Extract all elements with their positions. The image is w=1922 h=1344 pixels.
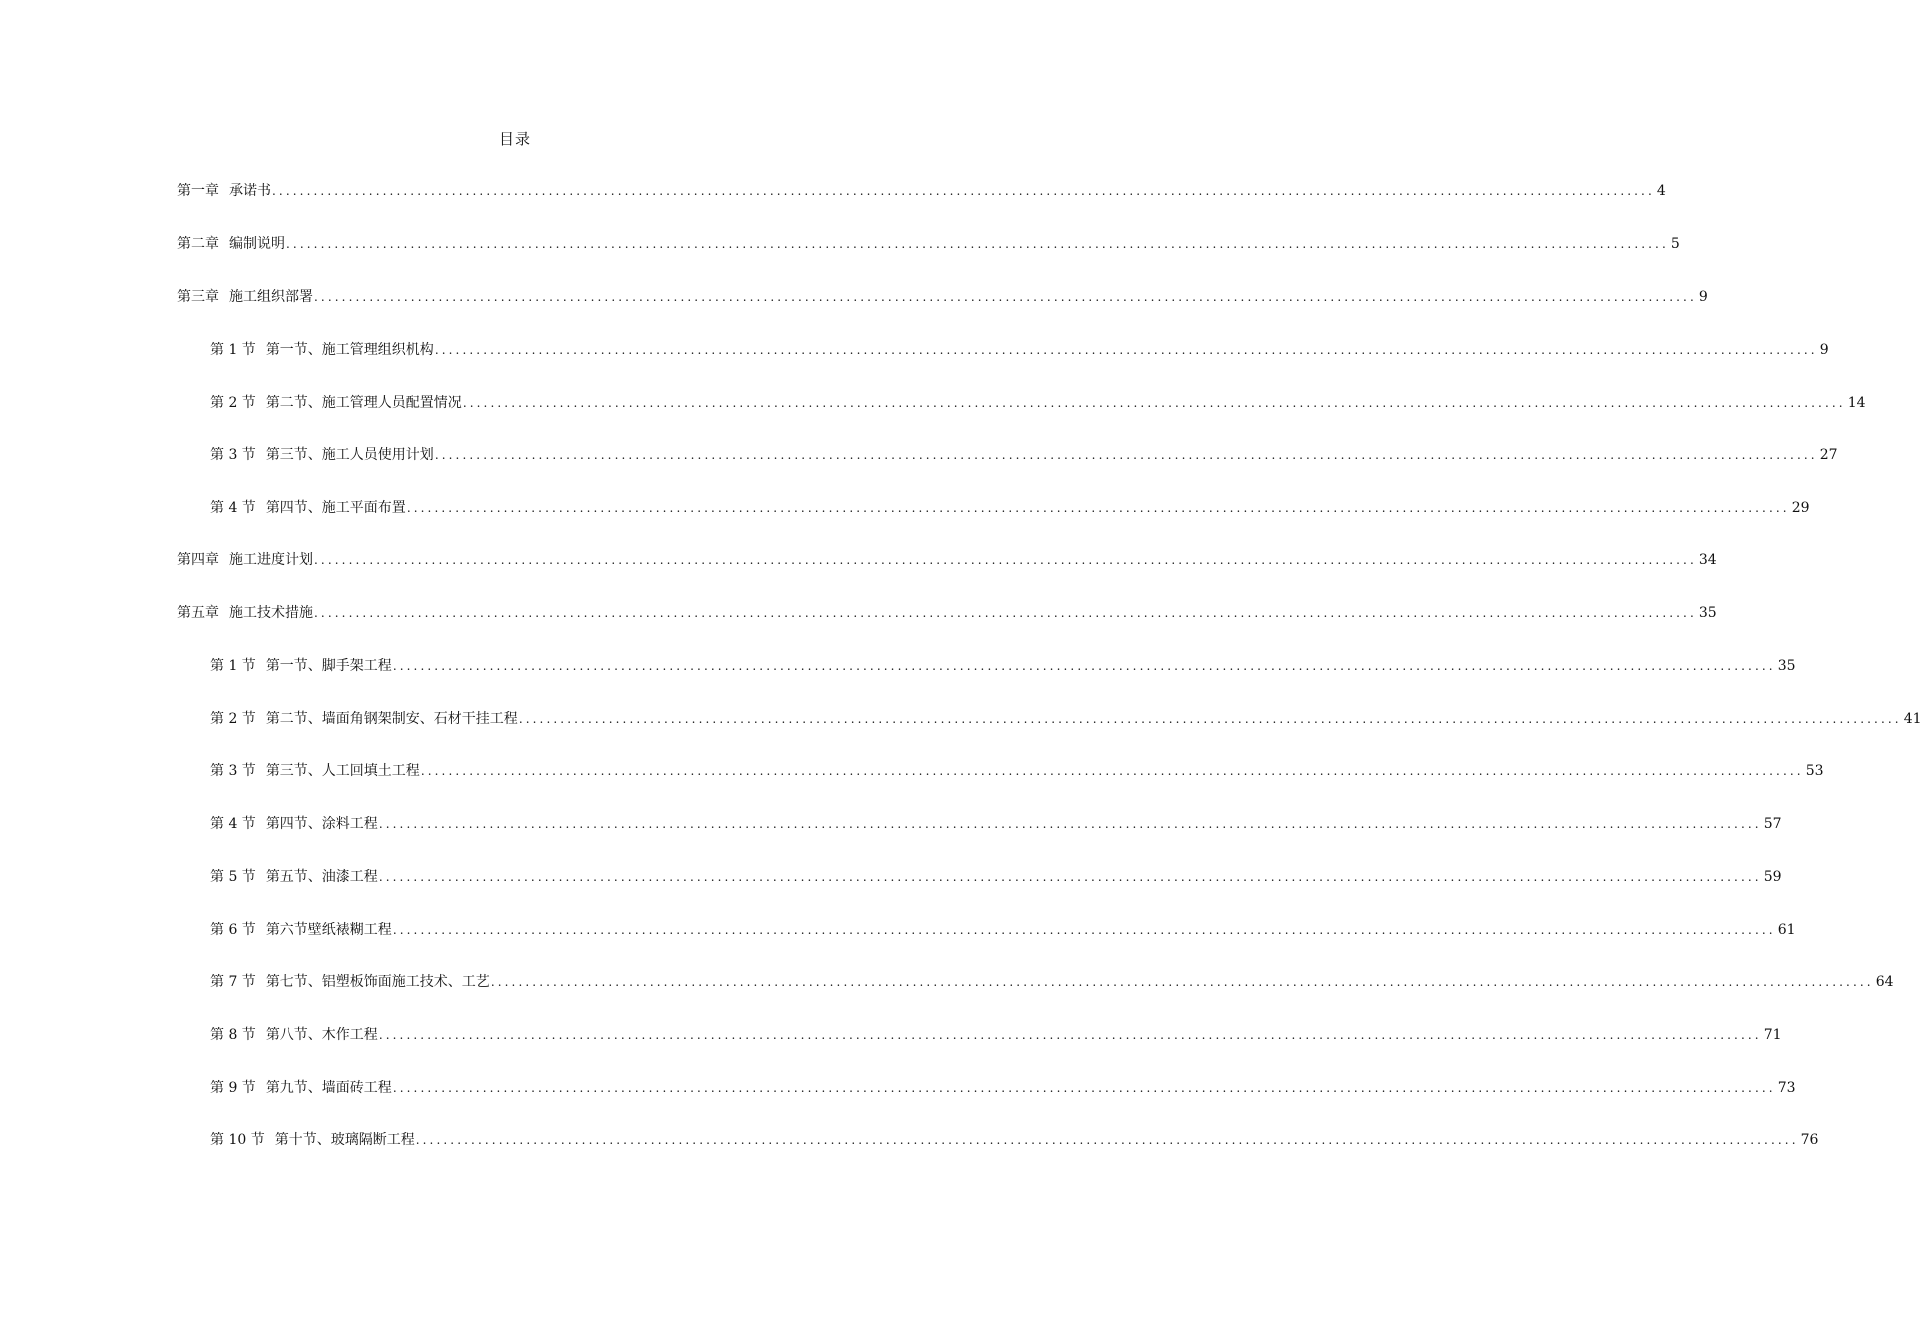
toc-entry-page: 14 (1847, 395, 1866, 411)
toc-entry-page: 9 (1698, 289, 1708, 305)
toc-entry[interactable] (0, 655, 1796, 677)
toc-entry-title: 第三节、人工回填土工程 (265, 763, 420, 779)
toc-entry[interactable] (0, 286, 1708, 308)
toc-entry[interactable] (0, 1024, 1782, 1046)
toc-entry-number: 第 4 节 (210, 500, 256, 516)
toc-entry[interactable] (0, 392, 1866, 414)
toc-entry-number: 第 3 节 (210, 447, 256, 463)
dot-leader: ........................................................................................................................................................................................................ (378, 817, 1762, 831)
toc-entry-title: 第十节、玻璃隔断工程 (274, 1132, 415, 1148)
toc-entry-title: 第二节、施工管理人员配置情况 (265, 395, 462, 411)
toc-entry-title: 施工进度计划 (229, 552, 313, 568)
toc-entry[interactable] (0, 971, 1894, 993)
dot-leader: ........................................................................................................................................................................................................ (518, 712, 1902, 726)
toc-entry[interactable] (0, 497, 1810, 519)
toc-entry-page: 35 (1777, 658, 1796, 674)
toc-entry-number: 第一章 (177, 183, 219, 199)
dot-leader: ........................................................................................................................................................................................................ (286, 237, 1669, 251)
toc-entry-title: 第一节、施工管理组织机构 (265, 342, 434, 358)
toc-entry-number: 第 2 节 (210, 711, 256, 727)
toc-entry[interactable] (0, 180, 1666, 202)
toc-entry-title: 第四节、施工平面布置 (265, 500, 406, 516)
toc-entry-title: 第三节、施工人员使用计划 (265, 447, 434, 463)
toc-entry-page: 29 (1791, 500, 1810, 516)
dot-leader: ........................................................................................................................................................................................................ (378, 1028, 1762, 1042)
toc-entry[interactable] (0, 813, 1782, 835)
toc-entry-title: 第四节、涂料工程 (265, 816, 378, 832)
toc-entry-title: 第一节、脚手架工程 (265, 658, 392, 674)
toc-entry[interactable] (0, 708, 1922, 730)
toc-entry[interactable] (0, 339, 1829, 361)
toc-entry-number: 第 8 节 (210, 1027, 256, 1043)
toc-entry-number: 第 9 节 (210, 1080, 256, 1096)
dot-leader: ........................................................................................................................................................................................................ (406, 501, 1790, 515)
toc-entry[interactable] (0, 919, 1796, 941)
dot-leader: ........................................................................................................................................................................................................ (272, 184, 1655, 198)
toc-entry-page: 53 (1805, 763, 1824, 779)
dot-leader: ........................................................................................................................................................................................................ (314, 290, 1697, 304)
toc-entry-number: 第 2 节 (210, 395, 256, 411)
toc-entry-page: 9 (1819, 342, 1829, 358)
dot-leader: ........................................................................................................................................................................................................ (392, 659, 1776, 673)
toc-entry-title: 第九节、墙面砖工程 (265, 1080, 392, 1096)
toc-entry-number: 第四章 (177, 552, 219, 568)
dot-leader: ........................................................................................................................................................................................................ (314, 606, 1697, 620)
dot-leader: ........................................................................................................................................................................................................ (462, 396, 1846, 410)
toc-entry-page: 73 (1777, 1080, 1796, 1096)
toc-entry-title: 第八节、木作工程 (265, 1027, 378, 1043)
toc-entry-page: 64 (1875, 974, 1894, 990)
dot-leader: ........................................................................................................................................................................................................ (434, 343, 1818, 357)
toc-entry[interactable] (0, 760, 1824, 782)
toc-entry-number: 第二章 (177, 236, 219, 252)
toc-entry-number: 第 1 节 (210, 342, 256, 358)
dot-leader: ........................................................................................................................................................................................................ (490, 975, 1874, 989)
toc-entry[interactable] (0, 602, 1717, 624)
toc-entry-number: 第 4 节 (210, 816, 256, 832)
toc-entry-title: 第二节、墙面角钢架制安、石材干挂工程 (265, 711, 518, 727)
toc-entry-number: 第三章 (177, 289, 219, 305)
toc-entry-title: 第六节壁纸裱糊工程 (265, 922, 392, 938)
toc-entry-page: 5 (1670, 236, 1680, 252)
toc-entry[interactable] (0, 1077, 1796, 1099)
dot-leader: ........................................................................................................................................................................................................ (434, 448, 1818, 462)
toc-entry-title: 施工组织部署 (229, 289, 313, 305)
toc-entry-title: 承诺书 (229, 183, 271, 199)
toc-entry[interactable] (0, 549, 1717, 571)
toc-entry-number: 第 7 节 (210, 974, 256, 990)
dot-leader: ........................................................................................................................................................................................................ (415, 1133, 1799, 1147)
toc-entry-number: 第 6 节 (210, 922, 256, 938)
toc-entry-page: 76 (1800, 1132, 1819, 1148)
toc-entry-page: 27 (1819, 447, 1838, 463)
toc-entry-page: 35 (1698, 605, 1717, 621)
toc-entry-page: 4 (1656, 183, 1666, 199)
toc-entry[interactable] (0, 233, 1680, 255)
toc-entry-number: 第 3 节 (210, 763, 256, 779)
dot-leader: ........................................................................................................................................................................................................ (420, 764, 1804, 778)
toc-entry-number: 第 5 节 (210, 869, 256, 885)
toc-entry[interactable] (0, 866, 1782, 888)
toc-entry[interactable] (0, 444, 1838, 466)
toc-entry-page: 57 (1763, 816, 1782, 832)
toc-entry-page: 71 (1763, 1027, 1782, 1043)
toc-entry[interactable] (0, 1129, 1819, 1151)
toc-title: 目录 (498, 130, 531, 148)
toc-entry-number: 第五章 (177, 605, 219, 621)
toc-entry-title: 施工技术措施 (229, 605, 313, 621)
toc-entry-page: 41 (1903, 711, 1922, 727)
dot-leader: ........................................................................................................................................................................................................ (314, 553, 1697, 567)
toc-entry-title: 第七节、铝塑板饰面施工技术、工艺 (265, 974, 490, 990)
toc-entry-number: 第 1 节 (210, 658, 256, 674)
toc-entry-page: 59 (1763, 869, 1782, 885)
dot-leader: ........................................................................................................................................................................................................ (378, 870, 1762, 884)
toc-entry-page: 34 (1698, 552, 1717, 568)
toc-entry-page: 61 (1777, 922, 1796, 938)
toc-entry-title: 第五节、油漆工程 (265, 869, 378, 885)
toc-entry-title: 编制说明 (229, 236, 285, 252)
dot-leader: ........................................................................................................................................................................................................ (392, 923, 1776, 937)
toc-entry-number: 第 10 节 (210, 1132, 265, 1148)
dot-leader: ........................................................................................................................................................................................................ (392, 1081, 1776, 1095)
